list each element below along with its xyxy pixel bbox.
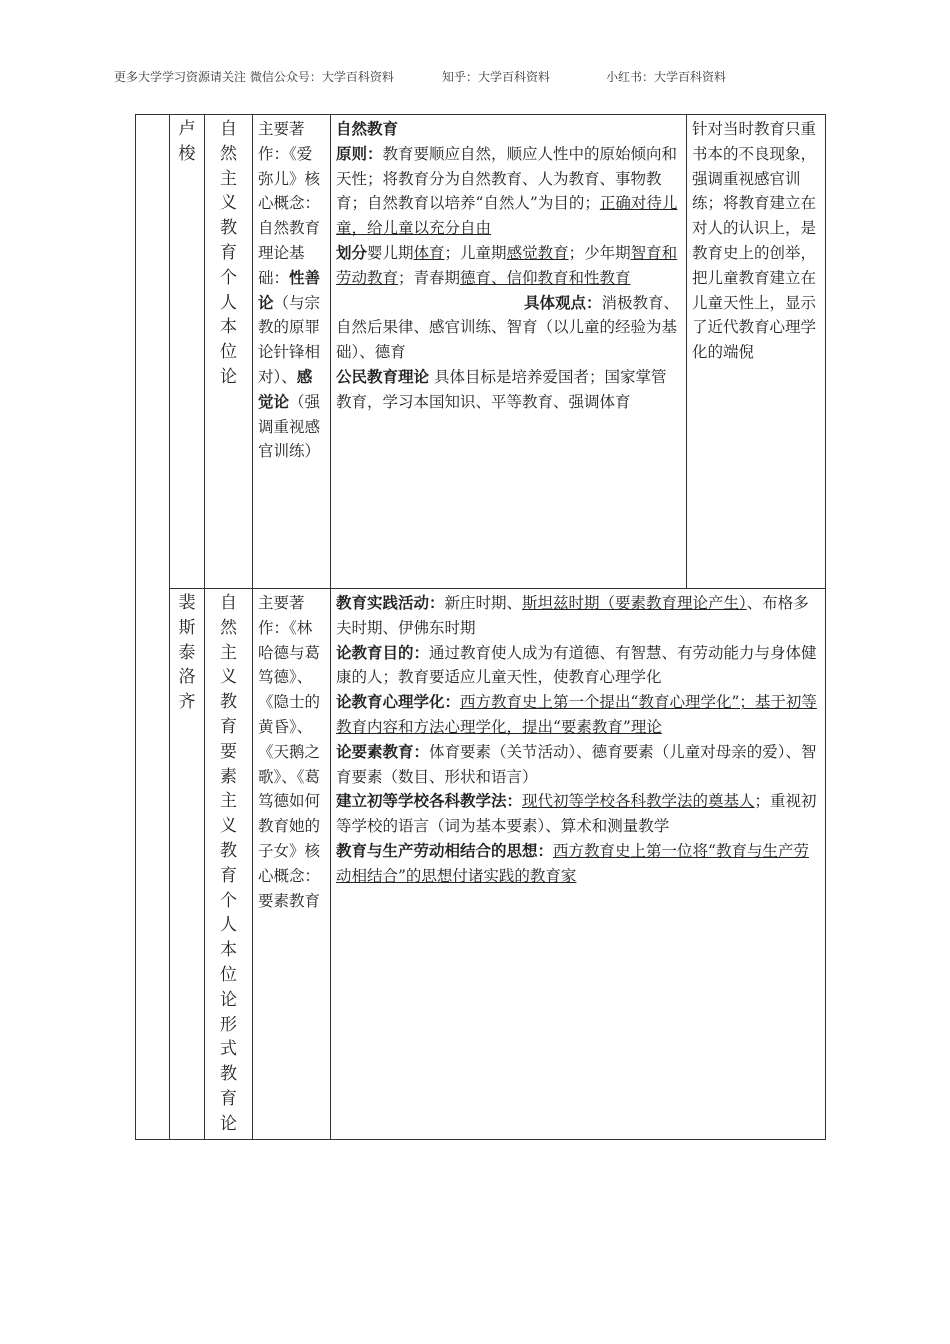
content-title: 自然教育: [336, 119, 399, 138]
view-label: 具体观点：: [524, 292, 602, 312]
stage-1: 婴儿期: [367, 243, 414, 262]
method-paragraph: [336, 789, 820, 839]
person-name: 卢梭: [178, 119, 196, 164]
works-bold-1: 性善论: [258, 267, 321, 312]
principle-text: 教育要顺应自然，顺应人性中的原始倾向和天性；将教育分为自然教育、人为教育、事物教育；自然教育以培养“自然人”为目的；: [336, 144, 678, 213]
elem-paragraph: [336, 740, 820, 790]
content-cell: [331, 115, 687, 589]
stage-gap: [336, 295, 524, 312]
stage-1-u: 体育: [413, 243, 445, 262]
evaluation-text: 针对当时教育只重书本的不良现象，强调重视感官训练；将教育建立在对人的认识上，是教育史上的创举，把儿童教育建立在儿童天性上，显示了近代教育心理学化的端倪: [692, 120, 817, 362]
works-text: 主要著作：《爱弥儿》核心概念：自然教育理论基础：: [258, 120, 321, 287]
theory-label: 自然主义教育个人本位论: [220, 119, 237, 387]
principle-paragraph: [336, 142, 681, 241]
practice-paragraph: [336, 591, 820, 641]
stage-2: ；儿童期: [444, 243, 507, 262]
header-zhihu-text: 知乎：大学百科资料: [442, 70, 551, 84]
stage-4: ；青春期: [398, 268, 461, 287]
principle-label: 原则：: [336, 143, 383, 163]
civic-paragraph: [336, 365, 681, 415]
table-row-rousseau: [136, 115, 826, 589]
practice-label: 教育实践活动：: [336, 593, 445, 612]
labor-underline: 西方教育史上第一位将“教育与生产劳动相结合”的思想付诸实践的教育家: [336, 841, 809, 885]
works-text-3: （强调重视感官训练）: [258, 392, 321, 461]
civic-text: 具体目标是培养爱国者；国家掌管教育，学习本国知识、平等教育、强调体育: [336, 367, 667, 411]
view-text: 消极教育、自然后果律、感官训练、智育（以儿童的经验为基础）、德育: [336, 293, 680, 362]
labor-paragraph: [336, 839, 820, 889]
aim-text: 通过教育使人成为有道德、有智慧、有劳动能力与身体健康的人；教育要适应儿童天性，使教育心理学化: [336, 643, 817, 687]
table-row-pestalozzi: [136, 589, 826, 1140]
evaluation-cell: [687, 115, 826, 589]
aim-paragraph: [336, 641, 820, 691]
psy-paragraph: [336, 690, 820, 740]
works-cell: [253, 115, 331, 589]
elem-label: 论要素教育：: [336, 741, 430, 761]
labor-label: 教育与生产劳动相结合的思想：: [336, 840, 554, 860]
theory-cell: [205, 115, 253, 589]
aim-label: 论教育目的：: [336, 642, 430, 662]
principle-underline: 正确对待儿童，给儿童以充分自由: [336, 194, 678, 238]
method-underline: 现代初等学校各科教学法的奠基人: [522, 792, 755, 811]
psy-label: 论教育心理学化：: [336, 692, 461, 712]
stage-4-u: 德育、信仰教育和性教育: [460, 268, 631, 287]
page-header: [114, 68, 727, 85]
theory-label: 自然主义教育要素主义教育个人本位论形式教育论: [220, 593, 237, 1134]
stage-label: 划分: [336, 242, 368, 262]
method-text: ；重视初等学校的语言（词为基本要素）、算术和测量教学: [336, 792, 817, 836]
practice-underline: 斯坦兹时期（要素教育理论产生）: [522, 594, 747, 612]
method-label: 建立初等学校各科教学法：: [336, 791, 523, 811]
theory-cell: [205, 589, 253, 1140]
person-cell: [170, 115, 205, 589]
content-cell: [331, 589, 826, 1140]
civic-label: 公民教育理论: [336, 366, 430, 386]
elem-text: 体育要素（关节活动）、德育要素（儿童对母亲的爱）、智育要素（数目、形状和语言）: [336, 742, 817, 786]
person-cell: [170, 589, 205, 1140]
stage-paragraph: [336, 241, 681, 365]
psy-underline: 西方教育史上第一个提出“教育心理学化”；基于初等教育内容和方法心理学化，提出“要素教育”理论: [336, 693, 817, 736]
blank-left-cell: [136, 115, 170, 1140]
person-name: 裴斯泰洛齐: [178, 593, 196, 713]
practice-text: 新庄时期、: [444, 594, 523, 612]
works-text: 主要著作：《林哈德与葛笃德》、《隐士的黄昏》、《天鹅之歌》、《葛笃德如何教育她的子女》核心概念：要素教育: [258, 594, 321, 910]
stage-3: ；少年期: [568, 243, 631, 262]
stage-2-u: 感觉教育: [506, 243, 569, 262]
header-wechat-text: 更多大学学习资源请关注 微信公众号：大学百科资料: [114, 70, 394, 84]
education-thinkers-table: [135, 114, 826, 1140]
works-bold-2: 感觉论: [258, 366, 313, 411]
works-text-2: （与宗教的原罪论针锋相对）、: [258, 293, 321, 386]
stage-3-u: 智育和劳动教育: [336, 243, 678, 287]
works-cell: [253, 589, 331, 1140]
header-xiaohongshu-text: 小红书：大学百科资料: [606, 70, 727, 84]
practice-text-2: 、布格多夫时期、伊佛东时期: [336, 594, 809, 637]
